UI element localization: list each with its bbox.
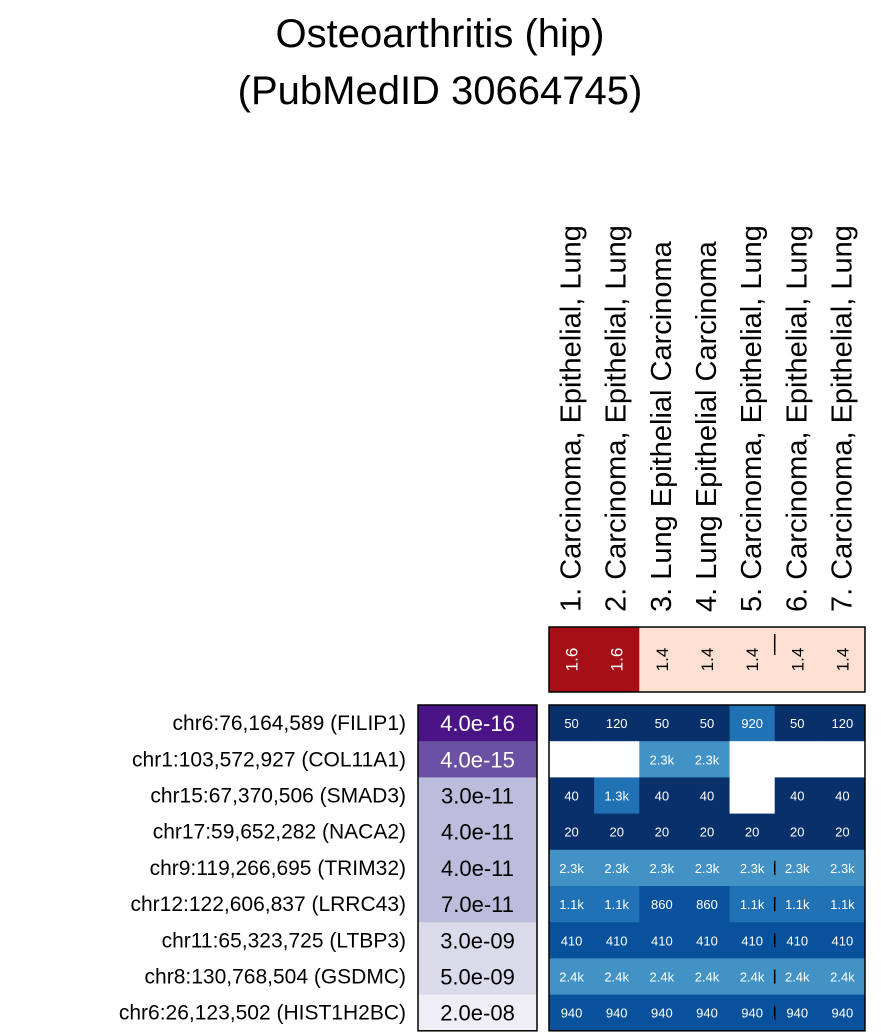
heatmap-cell-label: 50	[564, 716, 579, 732]
heatmap-cell	[820, 741, 866, 778]
heatmap-cell-label: 940	[560, 1005, 583, 1021]
chart-subtitle: (PubMedID 30664745)	[237, 69, 643, 113]
column-score-label: 1.4	[743, 647, 763, 672]
heatmap-cell	[549, 741, 595, 778]
heatmap-cell-label: 940	[741, 1005, 763, 1021]
heatmap-cell-label: 1.1k	[830, 897, 855, 913]
heatmap-cell-label: 2.4k	[649, 969, 675, 985]
heatmap-cell-label: 2.3k	[649, 860, 675, 876]
heatmap-cell-label: 410	[741, 933, 763, 949]
row-label: chr15:67,370,506 (SMAD3)	[150, 784, 406, 808]
heatmap-cell-label: 920	[741, 716, 763, 732]
heatmap-cell	[594, 741, 640, 778]
heatmap-cell-label: 410	[696, 933, 718, 949]
column-score-band	[549, 627, 865, 692]
heatmap-cell-label: 20	[564, 824, 579, 840]
column-label: 7. Carcinoma, Epithelial, Lung	[826, 225, 859, 612]
heatmap-cell	[775, 741, 821, 778]
heatmap-cell-label: 1.1k	[739, 897, 765, 913]
pvalue-label: 3.0e-09	[440, 928, 515, 954]
heatmap-cell-label: 2.3k	[830, 860, 855, 876]
heatmap-cell-label: 1.1k	[784, 897, 810, 913]
heatmap-cell-label: 20	[835, 824, 850, 840]
heatmap-cell-label: 410	[605, 933, 628, 949]
row-label: chr17:59,652,282 (NACA2)	[152, 820, 406, 844]
column-score-label: 1.6	[562, 647, 582, 672]
heatmap-cell-label: 2.3k	[649, 752, 675, 768]
row-labels	[119, 712, 406, 1025]
heatmap-cell-label: 2.4k	[694, 969, 720, 985]
heatmap-cell-label: 410	[650, 933, 673, 949]
heatmap-cell-label: 40	[564, 788, 579, 804]
column-score-label: 1.4	[788, 647, 808, 672]
column-score-label: 1.4	[697, 647, 717, 672]
heatmap-cell-label: 860	[696, 897, 718, 913]
heatmap-cell-label: 40	[835, 788, 850, 804]
heatmap-cell-label: 2.3k	[739, 860, 765, 876]
heatmap-cell-label: 50	[699, 716, 715, 732]
heatmap-cell-label: 860	[650, 897, 673, 913]
heatmap-cell-label: 2.3k	[604, 860, 629, 876]
column-label: 4. Lung Epithelial Carcinoma	[690, 241, 723, 612]
heatmap-cell-label: 2.3k	[694, 752, 720, 768]
heatmap-cell-label: 940	[650, 1005, 673, 1021]
column-label: 2. Carcinoma, Epithelial, Lung	[600, 225, 633, 612]
heatmap-cell-label: 2.4k	[784, 969, 810, 985]
heatmap-cell-label: 940	[605, 1005, 628, 1021]
pvalue-label: 4.0e-11	[441, 819, 514, 845]
row-label: chr8:130,768,504 (GSDMC)	[144, 965, 406, 989]
heatmap-cell-label: 2.3k	[559, 860, 584, 876]
heatmap-cell-label: 120	[831, 716, 854, 732]
heatmap-cell-label: 410	[831, 933, 854, 949]
heatmap-cell-label: 2.3k	[694, 860, 720, 876]
pvalue-column	[418, 705, 537, 1031]
heatmap-cell-label: 40	[790, 788, 805, 804]
heatmap-cell-label: 20	[699, 824, 715, 840]
chart-title: Osteoarthritis (hip)	[275, 12, 605, 56]
row-label: chr9:119,266,695 (TRIM32)	[149, 856, 406, 880]
heatmap-cell-label: 20	[744, 824, 760, 840]
heatmap-cell-label: 20	[790, 824, 805, 840]
column-score-label: 1.6	[607, 647, 627, 672]
heatmap-cell-label: 2.3k	[784, 860, 810, 876]
heatmap-cell-label: 20	[609, 824, 624, 840]
heatmap-cells	[549, 705, 865, 1031]
heatmap-cell-label: 2.4k	[739, 969, 765, 985]
row-label: chr11:65,323,725 (LTBP3)	[161, 929, 406, 953]
heatmap-cell-label: 940	[786, 1005, 809, 1021]
heatmap-cell-label: 40	[699, 788, 715, 804]
heatmap-cell-label: 410	[786, 933, 809, 949]
heatmap-cell-label: 1.1k	[559, 897, 584, 913]
heatmap-cell	[730, 777, 776, 814]
heatmap-cell-label: 2.4k	[559, 969, 584, 985]
pvalue-label: 4.0e-16	[440, 711, 515, 737]
heatmap-cell-label: 410	[560, 933, 583, 949]
heatmap-cell-label: 940	[831, 1005, 854, 1021]
heatmap-cell-label: 940	[696, 1005, 718, 1021]
column-label: 5. Carcinoma, Epithelial, Lung	[736, 225, 769, 612]
column-label: 6. Carcinoma, Epithelial, Lung	[781, 225, 814, 612]
column-labels	[556, 225, 859, 612]
pvalue-label: 3.0e-11	[441, 783, 514, 809]
column-score-label: 1.4	[833, 647, 853, 672]
heatmap-cell-label: 50	[790, 716, 805, 732]
heatmap-cell-label: 50	[654, 716, 670, 732]
pvalue-label: 4.0e-11	[441, 855, 514, 881]
heatmap-cell	[730, 741, 776, 778]
row-label: chr12:122,606,837 (LRRC43)	[130, 893, 406, 917]
pvalue-label: 7.0e-11	[441, 892, 514, 918]
pvalue-label: 2.0e-08	[440, 1000, 515, 1026]
heatmap-cell-label: 1.1k	[604, 897, 629, 913]
heatmap-cell-label: 1.3k	[604, 788, 629, 804]
row-label: chr6:26,123,502 (HIST1H2BC)	[118, 1001, 406, 1025]
row-label: chr6:76,164,589 (FILIP1)	[172, 712, 406, 736]
heatmap-cell-label: 20	[654, 824, 670, 840]
heatmap-cell-label: 2.4k	[830, 969, 855, 985]
heatmap-cell-label: 40	[654, 788, 670, 804]
heatmap-cell-label: 2.4k	[604, 969, 629, 985]
row-label: chr1:103,572,927 (COL11A1)	[132, 748, 406, 772]
column-label: 3. Lung Epithelial Carcinoma	[645, 241, 678, 612]
heatmap-cell-label: 120	[605, 716, 628, 732]
pvalue-label: 5.0e-09	[440, 964, 515, 990]
column-label: 1. Carcinoma, Epithelial, Lung	[555, 225, 588, 612]
pvalue-label: 4.0e-15	[440, 747, 515, 773]
column-score-label: 1.4	[652, 647, 672, 672]
